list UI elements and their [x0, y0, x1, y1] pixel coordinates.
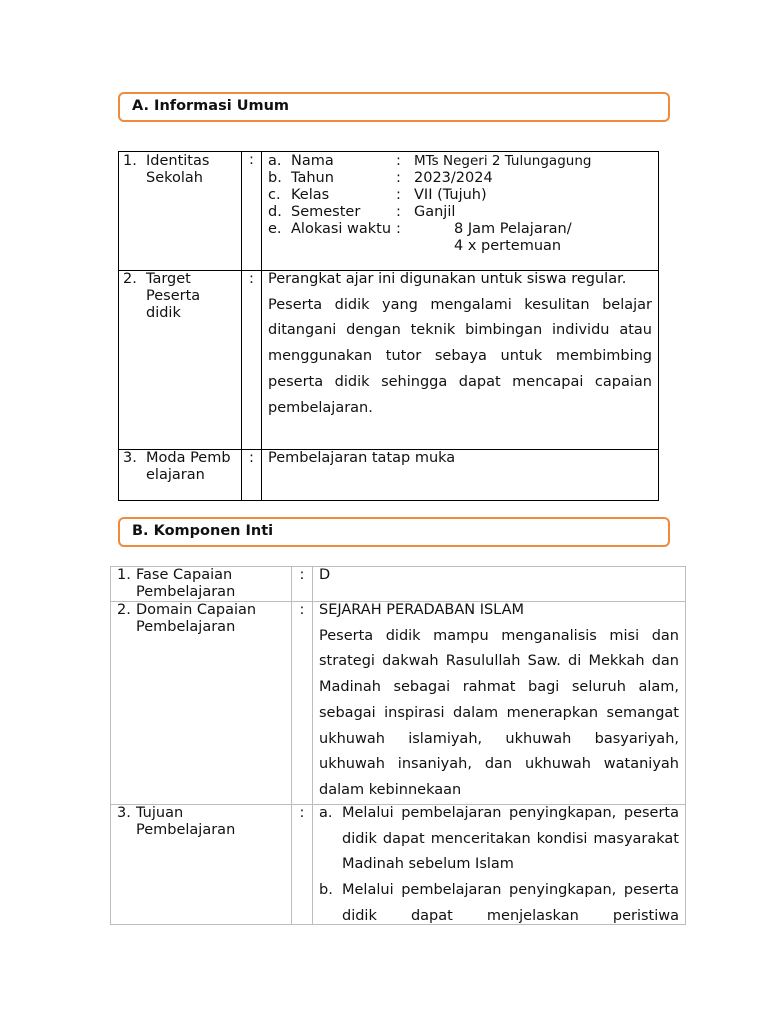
row-colon: : — [292, 602, 313, 805]
section-a-title: A. Informasi Umum — [132, 98, 290, 114]
table-row — [119, 271, 659, 450]
row-colon: : — [242, 271, 262, 450]
value-semester: Ganjil — [414, 204, 456, 220]
list-item: a. Melalui pembelajaran penyingkapan, peserta didik dapat menceritakan kondisi masyarakat Madinah sebelum Islam — [319, 805, 679, 873]
value-nama: MTs Negeri 2 Tulungagung — [414, 153, 592, 169]
moda-value: Pembelajaran tatap muka — [268, 450, 456, 466]
row-colon: : — [242, 450, 262, 501]
table-row — [119, 450, 659, 501]
target-paragraph-1: Perangkat ajar ini digunakan untuk siswa regular. — [268, 271, 627, 287]
key-tahun: Tahun — [291, 170, 334, 186]
value-tahun: 2023/2024 — [414, 170, 493, 186]
key-alokasi: Alokasi waktu — [291, 221, 392, 237]
row-number: 2. — [123, 271, 137, 287]
domain-text: Peserta didik mampu menganalisis misi dan strategi dakwah Rasulullah Saw. di Mekkah dan Madinah sebagai rahmat bagi seluruh alam, sebagai inspirasi dalam menerapkan semangat ukhuwah islamiyah, ukhuwah basyariyah, ukhuwah insaniyah, dan ukhuwah wataniyah dalam kebinnekaan — [319, 627, 679, 798]
section-b-title: B. Komponen Inti — [132, 523, 274, 539]
fase-value: D — [319, 567, 331, 583]
value-kelas: VII (Tujuh) — [414, 187, 487, 203]
school-identity-list: a. Nama : MTs Negeri 2 Tulungagung b. Tahun : 2023/2024 c. Kelas : VII (Tujuh) d. Semester : Ganjil e. Alokasi waktu : 8 Jam Pelajaran/ 4 x pertemuan — [262, 152, 658, 255]
table-row — [111, 602, 686, 805]
row-label: Domain Capaian Pembelajaran — [136, 602, 257, 635]
table-row — [119, 152, 659, 271]
row-colon: : — [242, 152, 262, 271]
domain-heading: SEJARAH PERADABAN ISLAM — [319, 602, 525, 618]
list-item: b. Melalui pembelajaran penyingkapan, peserta didik dapat menjelaskan peristiwa — [319, 882, 679, 924]
table-row — [111, 567, 686, 602]
key-kelas: Kelas — [291, 187, 330, 203]
row-number: 3. — [123, 450, 137, 466]
row-label: Identitas Sekolah — [146, 153, 210, 186]
row-label: Tujuan Pembelajaran — [136, 805, 236, 838]
row-label: Fase Capaian Pembelajaran — [136, 567, 236, 600]
target-paragraph-2: Peserta didik yang mengalami kesulitan belajar ditangani dengan teknik bimbingan individu atau menggunakan tutor sebaya untuk membimbing peserta didik sehingga dapat mencapai capaian pembelajaran. — [268, 296, 652, 416]
key-semester: Semester — [291, 204, 361, 220]
value-alokasi-2: 4 x pertemuan — [454, 238, 562, 254]
table-row — [111, 805, 686, 925]
row-colon: : — [292, 567, 313, 602]
informasi-umum-table — [118, 151, 659, 501]
value-alokasi: 8 Jam Pelajaran/ — [454, 221, 572, 237]
section-a-header — [118, 92, 670, 122]
row-number: 1. — [117, 567, 131, 583]
row-label: Moda Pembelajaran — [146, 450, 231, 483]
komponen-inti-table — [110, 566, 686, 925]
row-number: 2. — [117, 602, 131, 618]
section-b-header — [118, 517, 670, 547]
row-label: Target Peserta didik — [146, 271, 201, 321]
row-number: 3. — [117, 805, 131, 821]
key-nama: Nama — [291, 153, 334, 169]
row-colon: : — [292, 805, 313, 925]
row-number: 1. — [123, 153, 137, 169]
